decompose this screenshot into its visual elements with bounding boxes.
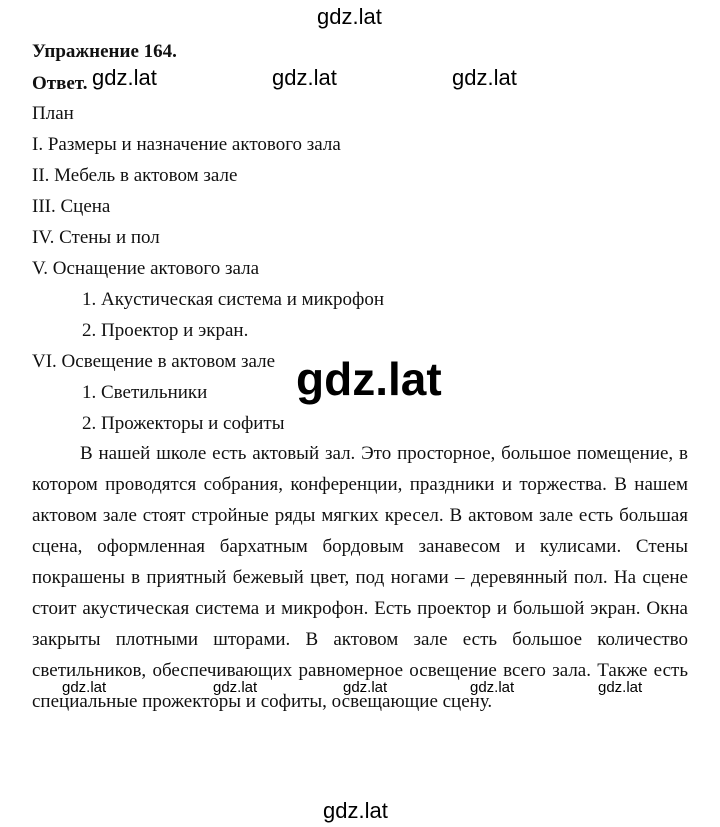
- watermark-row-3: gdz.lat: [452, 65, 517, 90]
- watermark-bottom: gdz.lat: [323, 798, 388, 823]
- exercise-heading: Упражнение 164.: [32, 41, 177, 62]
- plan-item-4: IV. Стены и пол: [32, 227, 160, 248]
- plan-subitem-5-1: 1. Акустическая система и микрофон: [82, 289, 385, 310]
- watermark-strip-1: gdz.lat: [62, 679, 107, 696]
- plan-title: План: [32, 103, 74, 124]
- watermark-top: gdz.lat: [317, 4, 382, 29]
- watermark-strip-4: gdz.lat: [470, 679, 515, 696]
- plan-item-2: II. Мебель в актовом зале: [32, 165, 238, 186]
- plan-item-3: III. Сцена: [32, 196, 111, 217]
- watermark-center: gdz.lat: [296, 353, 442, 405]
- plan-subitem-6-2: 2. Прожекторы и софиты: [82, 413, 285, 434]
- essay-paragraph: В нашей школе есть актовый зал. Это просторное, большое помещение, в котором проводятся собрания, конференции, праздники и торжества. В нашем актовом зале стоят стройные ряды мягких кресел. В актовом зале есть большая сцена, оформленная бархатным бордовым занавесом и кулисами. Стены покрашены в приятный бежевый цвет, под ногами – деревянный пол. На сцене стоит акустическая система и микрофон. Есть проектор и большой экран. Окна закрыты плотными шторами. В актовом зале есть большое количество светильников, обеспечивающих равномерное освещение всего зала. Также есть специальные прожекторы и софиты, освещающие сцену.: [32, 443, 688, 712]
- watermark-strip-5: gdz.lat: [598, 679, 643, 696]
- plan-item-1: I. Размеры и назначение актового зала: [32, 134, 341, 155]
- watermark-strip-3: gdz.lat: [343, 679, 388, 696]
- plan-item-5: V. Оснащение актового зала: [32, 258, 260, 279]
- plan-subitem-5-2: 2. Проектор и экран.: [82, 320, 249, 341]
- answer-label: Ответ.: [32, 73, 88, 94]
- watermark-row-2: gdz.lat: [272, 65, 337, 90]
- watermark-row-1: gdz.lat: [92, 65, 157, 90]
- plan-item-6: VI. Освещение в актовом зале: [32, 351, 276, 372]
- watermark-strip-2: gdz.lat: [213, 679, 258, 696]
- plan-subitem-6-1: 1. Светильники: [82, 382, 208, 403]
